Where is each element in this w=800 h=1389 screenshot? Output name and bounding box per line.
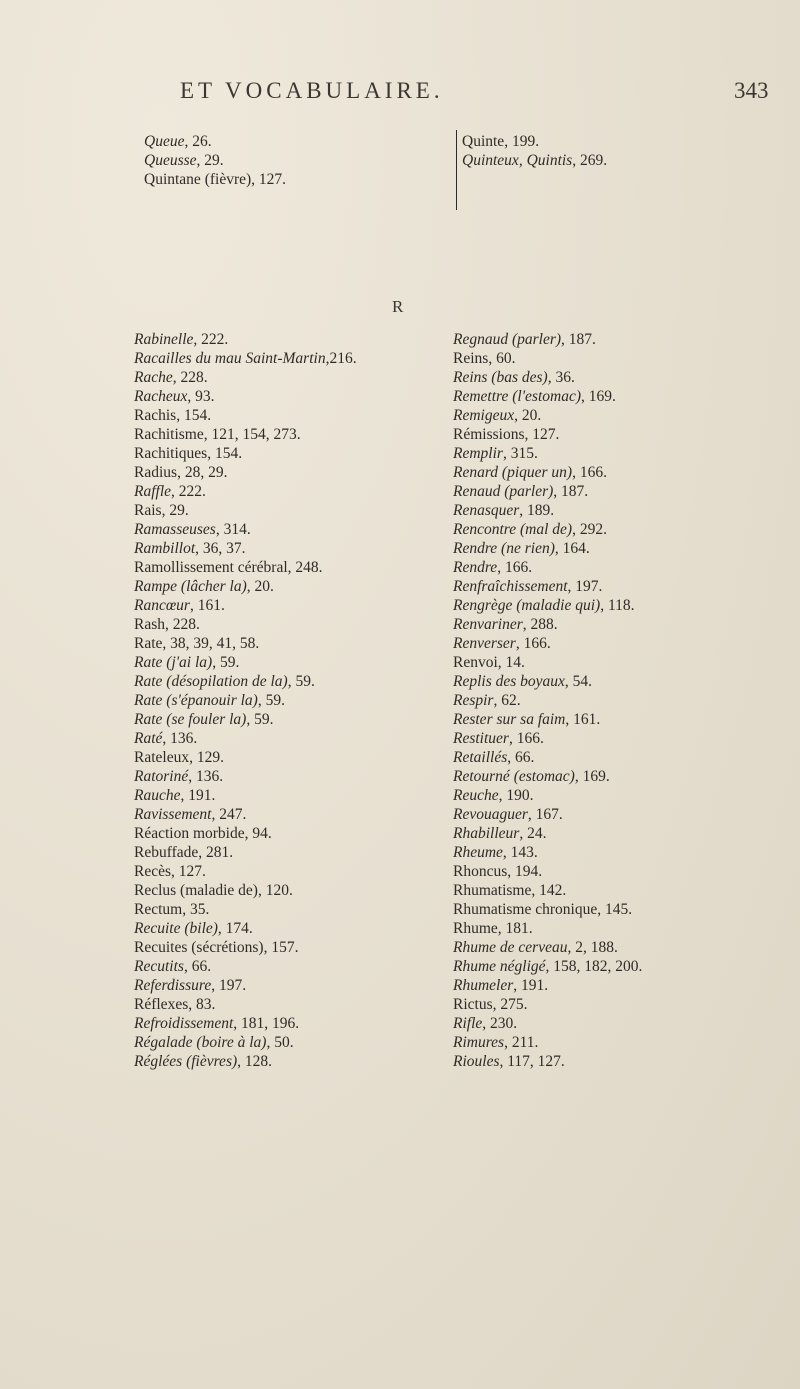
index-entry (453, 881, 642, 900)
index-entry (462, 132, 607, 151)
entry-term: Rhumeler (453, 977, 514, 994)
entry-term: Rectum (134, 901, 183, 918)
entry-pages: , 167. (527, 806, 563, 823)
entry-pages: , 2, 188. (567, 939, 618, 956)
index-entry (134, 444, 357, 463)
entry-term: Rhume de cerveau (453, 939, 568, 956)
entry-term: Renvoi (453, 654, 498, 671)
entry-term: Raté (134, 730, 163, 747)
entry-pages: , 281. (198, 844, 234, 861)
entry-pages: , 145. (597, 901, 633, 918)
entry-pages: , 154. (207, 445, 243, 462)
entry-term: Remplir (453, 445, 503, 462)
index-entry (134, 1033, 357, 1052)
index-entry (134, 482, 357, 501)
index-entry (453, 691, 642, 710)
entry-pages: , 66. (183, 958, 212, 975)
entry-term: Queusse (144, 152, 197, 169)
entry-term: Replis des boyaux (453, 673, 565, 690)
entry-term: Régalade (boire à la) (134, 1034, 267, 1051)
index-entry (453, 1052, 642, 1071)
entry-pages: , 199. (504, 133, 540, 150)
index-entry (453, 444, 642, 463)
index-entry (134, 729, 357, 748)
index-entry (453, 995, 642, 1014)
entry-pages: , 143. (502, 844, 538, 861)
index-entry (134, 691, 357, 710)
entry-pages: , 222. (171, 483, 206, 500)
entry-term: Rictus (453, 996, 493, 1013)
index-entry (134, 1014, 357, 1033)
entry-term: Rémissions (453, 426, 525, 443)
entry-pages: , 93. (187, 388, 215, 405)
index-entry (134, 995, 357, 1014)
index-entry (453, 615, 642, 634)
entry-term: Recès (134, 863, 172, 880)
index-entry (134, 748, 357, 767)
index-entry (134, 501, 357, 520)
index-entry (453, 729, 642, 748)
entry-pages: , 117, 127. (499, 1053, 565, 1070)
top-left-column (144, 132, 286, 189)
entry-pages: , 174. (217, 920, 253, 937)
index-entry (453, 672, 642, 691)
entry-pages: , 194. (507, 863, 543, 880)
entry-term: Rhumatisme chronique (453, 901, 598, 918)
entry-pages: , 181, 196. (233, 1015, 300, 1032)
index-entry (134, 368, 357, 387)
entry-term: Rampe (lâcher la) (134, 578, 247, 595)
entry-pages: , 211. (504, 1034, 539, 1051)
entry-pages: , 247. (211, 806, 247, 823)
entry-term: Renaud (parler) (453, 483, 554, 500)
index-entry (134, 786, 357, 805)
index-entry (134, 596, 357, 615)
entry-term: Racheux (134, 388, 188, 405)
entry-term: Rifle (453, 1015, 483, 1032)
entry-pages: , 35. (182, 901, 210, 918)
entry-pages: , 230. (482, 1015, 518, 1032)
index-entry (453, 463, 642, 482)
entry-pages: ,216. (325, 350, 357, 367)
index-entry (453, 539, 642, 558)
entry-pages: , 187. (561, 331, 596, 348)
entry-pages: , 62. (493, 692, 521, 709)
entry-term: Referdissure (134, 977, 212, 994)
entry-pages: , 190. (498, 787, 534, 804)
entry-term: Rate (134, 635, 163, 652)
index-entry (453, 748, 642, 767)
index-entry (134, 862, 357, 881)
entry-term: Rateleux (134, 749, 190, 766)
entry-term: Reins (bas des) (453, 369, 548, 386)
entry-term: Reclus (maladie de) (134, 882, 258, 899)
index-entry (134, 349, 357, 368)
entry-term: Rheume (453, 844, 503, 861)
entry-term: Rate (j'ai la) (134, 654, 213, 671)
entry-pages: , 26. (184, 133, 212, 150)
index-entry (134, 463, 357, 482)
index-entry (134, 425, 357, 444)
entry-pages: , 187. (553, 483, 589, 500)
index-entry (144, 170, 286, 189)
entry-term: Rimures (453, 1034, 505, 1051)
entry-term: Reins (453, 350, 489, 367)
entry-term: Queue (144, 133, 185, 150)
entry-pages: , 29. (161, 502, 189, 519)
index-entry (134, 406, 357, 425)
entry-term: Renasquer (453, 502, 520, 519)
entry-pages: , 189. (519, 502, 555, 519)
entry-term: Remigeux (453, 407, 515, 424)
index-entry (134, 957, 357, 976)
index-entry (134, 330, 357, 349)
index-entry (453, 1014, 642, 1033)
entry-pages: , 38, 39, 41, 58. (162, 635, 260, 652)
index-entry (453, 710, 642, 729)
entry-term: Remettre (l'estomac) (453, 388, 581, 405)
entry-pages: , 166. (572, 464, 607, 481)
entry-pages: , 50. (266, 1034, 294, 1051)
index-entry (453, 387, 642, 406)
entry-term: Rhume négligé (453, 958, 546, 975)
entry-term: Rachitisme (134, 426, 204, 443)
entry-term: Réflexes (134, 996, 189, 1013)
entry-pages: , 54. (564, 673, 593, 690)
entry-term: Rachis (134, 407, 177, 424)
entry-term: Radius (134, 464, 178, 481)
top-right-column (462, 132, 607, 170)
entry-term: Rester sur sa faim (453, 711, 566, 728)
entry-pages: , 20. (514, 407, 542, 424)
entry-pages: , 59. (257, 692, 285, 709)
entry-term: Retourné (estomac) (453, 768, 575, 785)
index-entry (453, 900, 642, 919)
entry-pages: , 228. (165, 616, 200, 633)
entry-pages: , 315. (502, 445, 538, 462)
entry-pages: , 157. (263, 939, 299, 956)
index-entry (134, 1052, 357, 1071)
right-column (453, 330, 642, 1071)
entry-term: Rendre (453, 559, 498, 576)
entry-pages: , 128. (237, 1053, 273, 1070)
entry-term: Renard (piquer un) (453, 464, 573, 481)
entry-pages: , 288. (522, 616, 558, 633)
entry-pages: , 142. (531, 882, 567, 899)
entry-pages: , 127. (524, 426, 560, 443)
index-entry (134, 976, 357, 995)
index-entry (134, 710, 357, 729)
entry-term: Rengrège (maladie qui) (453, 597, 601, 614)
entry-term: Rauche (134, 787, 181, 804)
index-entry (144, 132, 286, 151)
entry-term: Rancœur (134, 597, 190, 614)
entry-term: Recutits (134, 958, 184, 975)
entry-term: Rhabilleur (453, 825, 520, 842)
entry-pages: , 127. (171, 863, 206, 880)
entry-pages: , 191. (180, 787, 216, 804)
index-entry (134, 577, 357, 596)
index-entry (453, 919, 642, 938)
index-entry (134, 520, 357, 539)
index-entry (134, 881, 357, 900)
entry-term: Rabinelle (134, 331, 194, 348)
entry-term: Rate (désopilation de la) (134, 673, 288, 690)
entry-term: Réglées (fièvres) (134, 1053, 238, 1070)
entry-term: Quintane (144, 171, 201, 188)
index-entry (453, 596, 642, 615)
entry-term: Regnaud (parler) (453, 331, 562, 348)
entry-term: Rhoncus (453, 863, 508, 880)
index-entry (134, 634, 357, 653)
index-entry (453, 653, 642, 672)
entry-pages: , 24. (519, 825, 547, 842)
entry-term: Respir (453, 692, 494, 709)
entry-term: Ramasseuses (134, 521, 216, 538)
index-entry (134, 539, 357, 558)
running-title: ET VOCABULAIRE. (180, 78, 444, 103)
entry-pages: , 164. (554, 540, 590, 557)
index-entry (134, 653, 357, 672)
index-entry (453, 520, 642, 539)
entry-pages: , 158, 182, 200. (545, 958, 643, 975)
index-entry (134, 938, 357, 957)
entry-pages: , 166. (515, 635, 551, 652)
entry-pages: , 169. (580, 388, 616, 405)
entry-term: Rencontre (mal de) (453, 521, 573, 538)
entry-pages: , 292. (572, 521, 607, 538)
entry-pages: , 36, 37. (195, 540, 246, 557)
index-entry (134, 805, 357, 824)
index-entry (453, 501, 642, 520)
entry-term: Réaction morbide (134, 825, 245, 842)
entry-term: Rachitiques (134, 445, 208, 462)
entry-pages: , 60. (488, 350, 516, 367)
entry-term: Rhumatisme (453, 882, 532, 899)
index-entry (134, 615, 357, 634)
page-header (0, 78, 800, 118)
index-entry (134, 767, 357, 786)
entry-pages: , 121, 154, 273. (203, 426, 301, 443)
index-entry (134, 387, 357, 406)
entry-term: Refroidissement (134, 1015, 234, 1032)
entry-term: Recuite (bile) (134, 920, 218, 937)
entry-pages: , 59. (246, 711, 274, 728)
entry-term: Rash (134, 616, 165, 633)
entry-pages: , 181. (497, 920, 533, 937)
entry-pages: , 136. (188, 768, 224, 785)
entry-pages: , 166. (508, 730, 544, 747)
entry-term: Rebuffade (134, 844, 199, 861)
index-entry (453, 1033, 642, 1052)
entry-pages: , 66. (507, 749, 535, 766)
index-entry (462, 151, 607, 170)
entry-term: Rache (134, 369, 173, 386)
entry-pages: (fièvre), 127. (200, 171, 287, 188)
entry-pages: , 28, 29. (177, 464, 228, 481)
entry-term: Raffle (134, 483, 172, 500)
entry-pages: , 29. (196, 152, 224, 169)
index-entry (453, 824, 642, 843)
entry-pages: , 197. (567, 578, 603, 595)
entry-pages: , 14. (497, 654, 525, 671)
entry-term: Ramollissement cérébral (134, 559, 288, 576)
entry-term: Ratoriné (134, 768, 189, 785)
left-column (134, 330, 357, 1071)
entry-pages: , 154. (176, 407, 212, 424)
entry-term: Racailles du mau Saint-Martin (134, 350, 326, 367)
index-entry (453, 805, 642, 824)
entry-pages: , 161. (565, 711, 601, 728)
entry-pages: , 120. (257, 882, 293, 899)
entry-pages: , 36. (547, 369, 575, 386)
entry-pages: , 161. (189, 597, 225, 614)
index-entry (453, 482, 642, 501)
column-divider (456, 130, 457, 210)
entry-term: Quinte (462, 133, 505, 150)
index-entry (134, 824, 357, 843)
entry-term: Renfraîchissement (453, 578, 568, 595)
entry-term: Restituer (453, 730, 509, 747)
index-entry (453, 330, 642, 349)
index-entry (453, 957, 642, 976)
entry-pages: , 94. (244, 825, 272, 842)
entry-pages: , 314. (215, 521, 251, 538)
entry-term: Rais (134, 502, 162, 519)
entry-pages: , 136. (162, 730, 198, 747)
entry-term: Rate (s'épanouir la) (134, 692, 258, 709)
entry-pages: , 197. (211, 977, 247, 994)
entry-term: Renverser (453, 635, 516, 652)
index-entry (453, 976, 642, 995)
index-entry (134, 672, 357, 691)
entry-pages: , 118. (600, 597, 635, 614)
entry-pages: , 191. (513, 977, 549, 994)
index-entry (453, 767, 642, 786)
index-entry (453, 368, 642, 387)
entry-pages: , 275. (492, 996, 528, 1013)
index-entry (453, 843, 642, 862)
index-entry (134, 558, 357, 577)
entry-term: Quinteux, Quintis (462, 152, 573, 169)
index-entry (453, 862, 642, 881)
entry-pages: , 59. (287, 673, 315, 690)
entry-term: Rioules (453, 1053, 500, 1070)
entry-term: Ravissement (134, 806, 212, 823)
entry-pages: , 169. (574, 768, 610, 785)
entry-pages: , 228. (172, 369, 208, 386)
index-entry (134, 843, 357, 862)
index-entry (134, 900, 357, 919)
index-entry (453, 577, 642, 596)
entry-term: Rhume (453, 920, 498, 937)
index-entry (134, 919, 357, 938)
entry-term: Rambillot (134, 540, 196, 557)
entry-term: Rate (se fouler la) (134, 711, 247, 728)
entry-pages: , 59. (212, 654, 240, 671)
entry-pages: , 166. (497, 559, 533, 576)
entry-term: Retaillés (453, 749, 508, 766)
page-number: 343 (734, 78, 769, 103)
index-entry (453, 938, 642, 957)
index-entry (453, 786, 642, 805)
section-letter: R (392, 297, 404, 316)
index-entry (453, 425, 642, 444)
entry-pages: , 222. (193, 331, 229, 348)
entry-pages: , 248. (287, 559, 323, 576)
index-entry (453, 634, 642, 653)
index-entry (453, 406, 642, 425)
index-entry (144, 151, 286, 170)
index-entry (453, 558, 642, 577)
entry-pages: , 83. (188, 996, 216, 1013)
entry-term: Reuche (453, 787, 499, 804)
entry-pages: , 129. (189, 749, 224, 766)
entry-pages: , 269. (572, 152, 608, 169)
index-entry (453, 349, 642, 368)
entry-pages: , 20. (246, 578, 274, 595)
entry-term: Renvariner (453, 616, 523, 633)
entry-term: Rendre (ne rien) (453, 540, 555, 557)
entry-term: Revouaguer (453, 806, 528, 823)
entry-term: Recuites (sécrétions) (134, 939, 264, 956)
